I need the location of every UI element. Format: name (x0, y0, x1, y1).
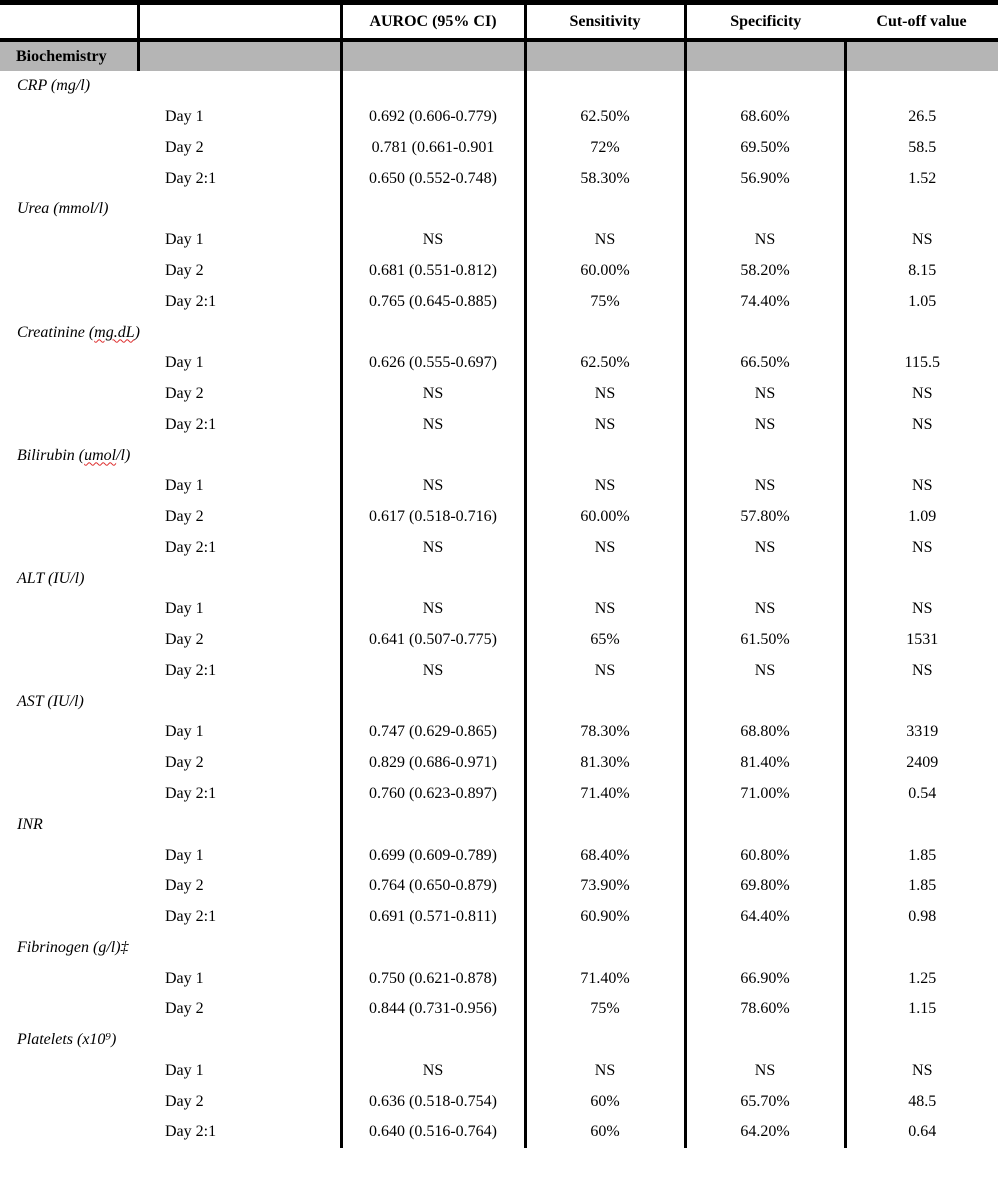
cutoff-cell: NS (912, 661, 933, 679)
empty-cell (685, 194, 845, 225)
specificity-cell: 57.80% (685, 502, 845, 533)
auroc-cell: 0.764 (0.650-0.879) (341, 871, 525, 902)
sensitivity-cell: 72% (525, 133, 685, 164)
empty-cell (525, 440, 685, 471)
specificity-cell: 78.60% (685, 994, 845, 1025)
category-label (0, 317, 341, 348)
sensitivity-cell: 60.00% (525, 502, 685, 533)
empty-cell (845, 194, 998, 225)
auroc-cell: 0.650 (0.552-0.748) (341, 163, 525, 194)
cutoff-cell: NS (912, 538, 933, 556)
specificity-cell: 74.40% (685, 286, 845, 317)
day-label: Day 2 (0, 871, 341, 902)
sensitivity-cell: 62.50% (525, 102, 685, 133)
day-label: Day 2 (0, 133, 341, 164)
data-row (0, 656, 998, 687)
data-row (0, 532, 998, 563)
empty-cell (685, 686, 845, 717)
day-label: Day 2 (0, 379, 341, 410)
cutoff-cell: 0.64 (908, 1123, 937, 1141)
sensitivity-cell: 78.30% (525, 717, 685, 748)
category-label-text: /l) (116, 446, 131, 464)
empty-cell (845, 1025, 998, 1056)
specificity-cell: 64.20% (685, 1117, 845, 1148)
auroc-cell: NS (341, 471, 525, 502)
specificity-cell: 66.90% (685, 963, 845, 994)
data-row (0, 502, 998, 533)
category-row (0, 71, 998, 102)
column-header-sensitivity: Sensitivity (525, 3, 685, 41)
column-header-empty-2 (138, 3, 341, 41)
cutoff-cell: 1.52 (908, 169, 937, 187)
category-label (0, 440, 341, 471)
day-label: Day 2:1 (0, 902, 341, 933)
category-label-text: INR (17, 815, 43, 833)
cutoff-cell: 0.54 (908, 784, 937, 802)
day-label: Day 2 (0, 625, 341, 656)
data-row (0, 286, 998, 317)
category-label-text: Bilirubin ( (17, 446, 85, 464)
data-row (0, 625, 998, 656)
specificity-cell: 69.50% (685, 133, 845, 164)
category-row (0, 1025, 998, 1056)
sensitivity-cell: NS (525, 471, 685, 502)
specificity-cell: 68.60% (685, 102, 845, 133)
empty-cell (845, 563, 998, 594)
section-row (0, 40, 998, 71)
auroc-cell: NS (341, 594, 525, 625)
column-header-cutoff: Cut-off value (845, 3, 998, 41)
specificity-cell: NS (685, 532, 845, 563)
auroc-cell: 0.691 (0.571-0.811) (341, 902, 525, 933)
data-row (0, 225, 998, 256)
category-label-text: ) (134, 323, 140, 341)
cutoff-cell: NS (912, 600, 933, 618)
specificity-cell: 68.80% (685, 717, 845, 748)
cutoff-cell: NS (912, 231, 933, 249)
category-label-text: Fibrinogen (g/l)‡ (17, 938, 129, 956)
day-label: Day 2 (0, 256, 341, 287)
day-label: Day 2:1 (0, 532, 341, 563)
empty-cell (525, 809, 685, 840)
cutoff-cell: 3319 (906, 723, 939, 741)
data-row (0, 871, 998, 902)
day-label: Day 2 (0, 994, 341, 1025)
sensitivity-cell: NS (525, 1056, 685, 1087)
specificity-cell: 71.00% (685, 779, 845, 810)
data-row (0, 779, 998, 810)
auroc-cell: 0.750 (0.621-0.878) (341, 963, 525, 994)
data-row (0, 1117, 998, 1148)
auroc-cell: 0.844 (0.731-0.956) (341, 994, 525, 1025)
auroc-cell: 0.617 (0.518-0.716) (341, 502, 525, 533)
auroc-cell: 0.747 (0.629-0.865) (341, 717, 525, 748)
sensitivity-cell: 60% (525, 1117, 685, 1148)
empty-cell (138, 40, 341, 71)
auroc-cell: 0.760 (0.623-0.897) (341, 779, 525, 810)
sensitivity-cell: 65% (525, 625, 685, 656)
cutoff-cell: 1.15 (908, 1000, 937, 1018)
data-row (0, 409, 998, 440)
auroc-cell: NS (341, 379, 525, 410)
data-row (0, 748, 998, 779)
empty-cell (341, 440, 525, 471)
table-body (0, 40, 998, 1148)
category-row (0, 317, 998, 348)
category-row (0, 440, 998, 471)
category-label (0, 194, 341, 225)
empty-cell (341, 563, 525, 594)
category-label-text: Urea (mmol/l) (17, 200, 109, 218)
cutoff-cell: 1.25 (908, 969, 937, 987)
specificity-cell: NS (685, 409, 845, 440)
cutoff-cell: 2409 (906, 754, 939, 772)
category-label-text: CRP (mg/l) (17, 77, 91, 95)
column-header-auroc: AUROC (95% CI) (341, 3, 525, 41)
sensitivity-cell: 60.00% (525, 256, 685, 287)
data-row (0, 1086, 998, 1117)
empty-cell (341, 71, 525, 102)
specificity-cell: 56.90% (685, 163, 845, 194)
auroc-cell: 0.829 (0.686-0.971) (341, 748, 525, 779)
specificity-cell: NS (685, 594, 845, 625)
day-label: Day 1 (0, 963, 341, 994)
data-row (0, 379, 998, 410)
day-label: Day 2:1 (0, 656, 341, 687)
header-row (0, 3, 998, 41)
empty-cell (845, 686, 998, 717)
auroc-cell: 0.641 (0.507-0.775) (341, 625, 525, 656)
auroc-cell: 0.781 (0.661-0.901 (341, 133, 525, 164)
specificity-cell: 58.20% (685, 256, 845, 287)
auroc-cell: 0.626 (0.555-0.697) (341, 348, 525, 379)
specificity-cell: 61.50% (685, 625, 845, 656)
day-label: Day 2:1 (0, 409, 341, 440)
day-label: Day 2 (0, 502, 341, 533)
empty-cell (685, 563, 845, 594)
empty-cell (685, 932, 845, 963)
specificity-cell: 66.50% (685, 348, 845, 379)
section-label: Biochemistry (0, 40, 138, 71)
category-label-text: ALT (IU/l) (17, 569, 85, 587)
auroc-cell: 0.699 (0.609-0.789) (341, 840, 525, 871)
category-label (0, 71, 341, 102)
day-label: Day 1 (0, 225, 341, 256)
sensitivity-cell: 60.90% (525, 902, 685, 933)
sensitivity-cell: 71.40% (525, 779, 685, 810)
empty-cell (341, 686, 525, 717)
data-row (0, 471, 998, 502)
specificity-cell: NS (685, 1056, 845, 1087)
empty-cell (525, 932, 685, 963)
empty-cell (525, 40, 685, 71)
category-label-text: AST (IU/l) (17, 692, 84, 710)
data-row (0, 133, 998, 164)
empty-cell (845, 440, 998, 471)
sensitivity-cell: 68.40% (525, 840, 685, 871)
column-header-specificity: Specificity (685, 3, 845, 41)
category-label (0, 932, 341, 963)
auroc-cell: 0.765 (0.645-0.885) (341, 286, 525, 317)
day-label: Day 1 (0, 102, 341, 133)
specificity-cell: NS (685, 471, 845, 502)
cutoff-cell: 8.15 (908, 261, 937, 279)
day-label: Day 1 (0, 840, 341, 871)
sensitivity-cell: NS (525, 594, 685, 625)
sensitivity-cell: 75% (525, 994, 685, 1025)
column-header-empty-1 (0, 3, 138, 41)
empty-cell (525, 317, 685, 348)
auroc-cell: NS (341, 532, 525, 563)
sensitivity-cell: 71.40% (525, 963, 685, 994)
day-label: Day 2:1 (0, 779, 341, 810)
day-label: Day 1 (0, 471, 341, 502)
cutoff-cell: NS (912, 477, 933, 495)
auroc-cell: NS (341, 1056, 525, 1087)
cutoff-cell: 1.09 (908, 508, 937, 526)
sensitivity-cell: NS (525, 409, 685, 440)
category-row (0, 809, 998, 840)
empty-cell (845, 809, 998, 840)
specificity-cell: NS (685, 225, 845, 256)
auroc-cell: 0.681 (0.551-0.812) (341, 256, 525, 287)
cutoff-cell: 58.5 (908, 138, 937, 156)
sensitivity-cell: 75% (525, 286, 685, 317)
sensitivity-cell: 73.90% (525, 871, 685, 902)
empty-cell (525, 563, 685, 594)
cutoff-cell: 48.5 (908, 1092, 937, 1110)
category-label-text: Creatinine ( (17, 323, 95, 341)
auroc-cell: 0.692 (0.606-0.779) (341, 102, 525, 133)
sensitivity-cell: 58.30% (525, 163, 685, 194)
specificity-cell: 69.80% (685, 871, 845, 902)
empty-cell (525, 1025, 685, 1056)
empty-cell (341, 40, 525, 71)
cutoff-cell: NS (912, 385, 933, 403)
sensitivity-cell: NS (525, 225, 685, 256)
cutoff-cell: NS (912, 415, 933, 433)
empty-cell (845, 71, 998, 102)
empty-cell (341, 932, 525, 963)
empty-cell (525, 686, 685, 717)
empty-cell (845, 317, 998, 348)
data-row (0, 348, 998, 379)
cutoff-cell: 1531 (906, 631, 939, 649)
empty-cell (685, 40, 845, 71)
category-row (0, 932, 998, 963)
day-label: Day 2 (0, 748, 341, 779)
category-row (0, 563, 998, 594)
empty-cell (341, 809, 525, 840)
empty-cell (685, 317, 845, 348)
data-row (0, 902, 998, 933)
sensitivity-cell: 81.30% (525, 748, 685, 779)
data-row (0, 963, 998, 994)
data-row (0, 840, 998, 871)
cutoff-cell: 0.98 (908, 908, 937, 926)
day-label: Day 1 (0, 348, 341, 379)
day-label: Day 2:1 (0, 286, 341, 317)
cutoff-cell: NS (912, 1061, 933, 1079)
auroc-cell: NS (341, 656, 525, 687)
auroc-cell: 0.640 (0.516-0.764) (341, 1117, 525, 1148)
auroc-cell: NS (341, 225, 525, 256)
specificity-cell: 60.80% (685, 840, 845, 871)
empty-cell (525, 71, 685, 102)
data-row (0, 102, 998, 133)
empty-cell (845, 40, 998, 71)
misspelled-text: mg.dL (94, 323, 135, 341)
empty-cell (341, 1025, 525, 1056)
category-label (0, 809, 341, 840)
empty-cell (685, 71, 845, 102)
sensitivity-cell: NS (525, 656, 685, 687)
specificity-cell: 64.40% (685, 902, 845, 933)
sensitivity-cell: 62.50% (525, 348, 685, 379)
cutoff-cell: 115.5 (904, 354, 940, 372)
empty-cell (685, 440, 845, 471)
empty-cell (845, 932, 998, 963)
data-row (0, 1056, 998, 1087)
data-row (0, 994, 998, 1025)
cutoff-cell: 1.85 (908, 846, 937, 864)
cutoff-cell: 1.85 (908, 877, 937, 895)
empty-cell (341, 194, 525, 225)
specificity-cell: 65.70% (685, 1086, 845, 1117)
day-label: Day 2 (0, 1086, 341, 1117)
auroc-cell: NS (341, 409, 525, 440)
cutoff-cell: 1.05 (908, 292, 937, 310)
day-label: Day 1 (0, 717, 341, 748)
category-row (0, 686, 998, 717)
specificity-cell: NS (685, 656, 845, 687)
empty-cell (685, 1025, 845, 1056)
day-label: Day 1 (0, 594, 341, 625)
sensitivity-cell: NS (525, 532, 685, 563)
data-row (0, 256, 998, 287)
data-row (0, 163, 998, 194)
day-label: Day 2:1 (0, 163, 341, 194)
empty-cell (525, 194, 685, 225)
data-row (0, 594, 998, 625)
specificity-cell: 81.40% (685, 748, 845, 779)
category-label (0, 563, 341, 594)
sensitivity-cell: NS (525, 379, 685, 410)
misspelled-text: umol (84, 446, 117, 464)
cutoff-cell: 26.5 (908, 108, 937, 126)
category-label (0, 1025, 341, 1056)
empty-cell (685, 809, 845, 840)
data-row (0, 717, 998, 748)
specificity-cell: NS (685, 379, 845, 410)
auroc-cell: 0.636 (0.518-0.754) (341, 1086, 525, 1117)
empty-cell (341, 317, 525, 348)
day-label: Day 1 (0, 1056, 341, 1087)
day-label: Day 2:1 (0, 1117, 341, 1148)
category-label-text: Platelets (x10⁹) (17, 1031, 117, 1049)
category-label (0, 686, 341, 717)
sensitivity-cell: 60% (525, 1086, 685, 1117)
category-row (0, 194, 998, 225)
